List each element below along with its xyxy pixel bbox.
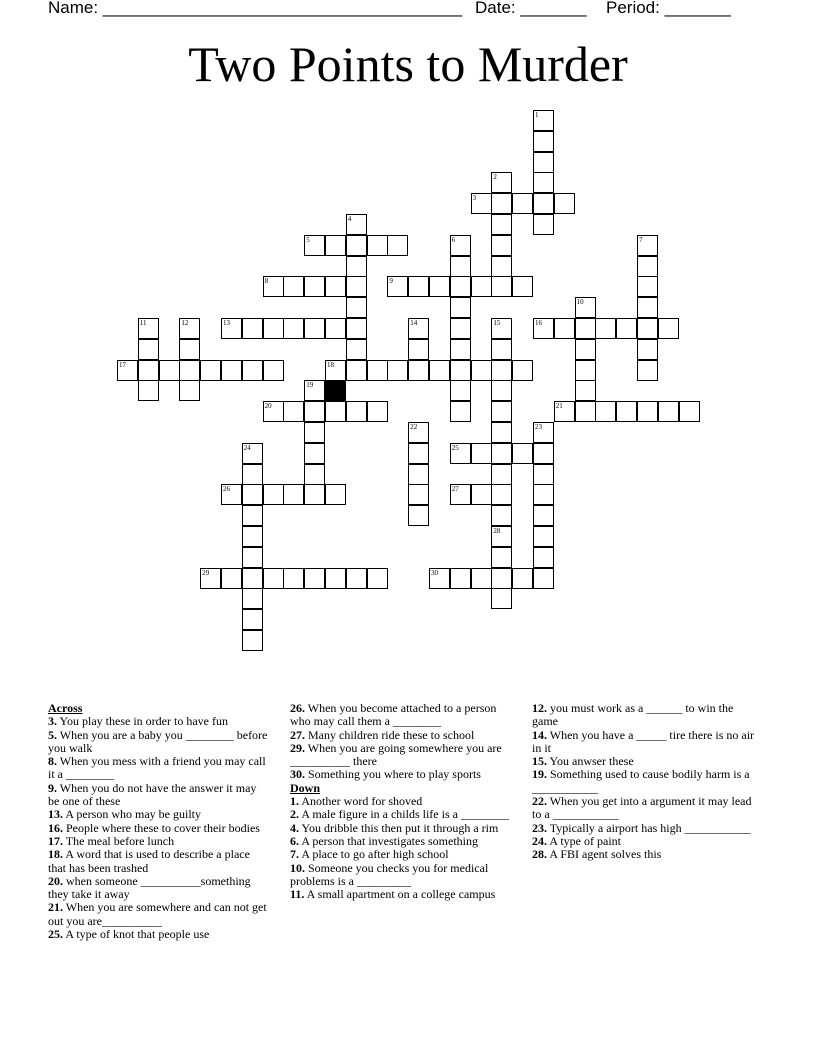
clue-number-label: 15. <box>532 754 547 769</box>
grid-cell[interactable] <box>408 505 429 526</box>
grid-cell[interactable] <box>491 505 512 526</box>
grid-cell[interactable] <box>450 401 471 422</box>
clue-number: 19 <box>306 381 314 390</box>
black-square <box>325 380 346 401</box>
grid-cell[interactable] <box>450 256 471 277</box>
grid-cell[interactable] <box>491 276 512 297</box>
grid-cell[interactable] <box>304 443 325 464</box>
clue-number-label: 29. <box>290 740 305 755</box>
clue-number: 13 <box>223 319 230 327</box>
clue-number-label: 10. <box>290 860 305 875</box>
down-clue <box>532 848 760 861</box>
grid-cell[interactable] <box>263 484 284 505</box>
clue-number-label: 23. <box>532 820 547 835</box>
clue-text: you must work as a ______ to win the game <box>532 701 734 729</box>
grid-cell[interactable] <box>575 380 596 401</box>
grid-cell[interactable] <box>450 318 471 339</box>
grid-cell[interactable] <box>554 193 575 214</box>
grid-cell[interactable] <box>595 318 616 339</box>
grid-cell[interactable] <box>346 276 367 297</box>
across-clue <box>290 729 515 742</box>
clue-number-label: 27. <box>290 727 305 742</box>
clue-text: A word that is used to describe a place that has been trashed <box>48 847 250 875</box>
grid-cell[interactable] <box>491 339 512 360</box>
down-clue <box>532 702 760 729</box>
grid-cell[interactable] <box>491 401 512 422</box>
clue-number: 14 <box>410 319 418 327</box>
clue-text: People where these to cover their bodies <box>63 820 260 835</box>
grid-cell[interactable] <box>637 276 658 297</box>
across-clue <box>290 742 515 769</box>
clue-number: 25 <box>451 443 459 452</box>
clue-number-label: 28. <box>532 847 547 862</box>
across-clue <box>48 835 270 848</box>
grid-cell[interactable] <box>179 339 200 360</box>
grid-cell[interactable] <box>304 484 325 505</box>
clue-number-label: 4. <box>290 820 299 835</box>
grid-cell[interactable] <box>491 193 512 214</box>
across-clue <box>48 782 270 809</box>
down-clue <box>532 795 760 822</box>
grid-cell[interactable] <box>346 256 367 277</box>
clue-number-label: 13. <box>48 807 63 822</box>
grid-cell[interactable] <box>325 484 346 505</box>
clue-text: When you get into a argument it may lead to a ___________ <box>532 794 752 822</box>
clue-text: Many children ride these to school <box>305 727 475 742</box>
grid-cell[interactable] <box>450 276 471 297</box>
clue-number-label: 5. <box>48 727 57 742</box>
clue-section-heading: Across <box>48 701 83 715</box>
clue-number: 3 <box>472 194 477 203</box>
down-clue <box>532 822 760 835</box>
grid-cell[interactable] <box>533 464 554 485</box>
grid-cell[interactable] <box>491 484 512 505</box>
grid-cell[interactable] <box>512 568 533 589</box>
grid-cell[interactable] <box>242 547 263 568</box>
grid-cell[interactable] <box>325 318 346 339</box>
clue-text: The meal before lunch <box>63 833 175 848</box>
clue-number: 23 <box>535 423 542 431</box>
clue-text: A type of knot that people use <box>63 927 210 942</box>
down-clue <box>532 768 760 795</box>
clue-number: 2 <box>493 173 497 182</box>
grid-cell[interactable] <box>512 276 533 297</box>
down-clue <box>532 835 760 848</box>
clue-text: When you mess with a friend you may call it a ________ <box>48 754 266 782</box>
grid-cell[interactable] <box>138 360 159 381</box>
grid-cell[interactable] <box>242 526 263 547</box>
grid-cell[interactable] <box>283 568 304 589</box>
down-clue <box>532 729 760 756</box>
across-clue <box>48 901 270 928</box>
grid-cell[interactable] <box>512 193 533 214</box>
clue-number-label: 24. <box>532 833 547 848</box>
grid-cell[interactable] <box>491 443 512 464</box>
clue-number-label: 14. <box>532 727 547 742</box>
down-clue <box>290 862 515 889</box>
grid-cell[interactable] <box>450 380 471 401</box>
clue-number-label: 9. <box>48 780 57 795</box>
grid-cell[interactable] <box>304 276 325 297</box>
across-clue <box>48 755 270 782</box>
down-clue <box>290 835 515 848</box>
grid-cell[interactable] <box>179 360 200 381</box>
grid-cell[interactable] <box>533 214 554 235</box>
clue-number: 24 <box>243 443 251 452</box>
down-clue <box>290 795 515 808</box>
grid-cell[interactable] <box>533 152 554 173</box>
grid-cell[interactable] <box>429 276 450 297</box>
grid-cell[interactable] <box>491 568 512 589</box>
grid-cell[interactable] <box>637 256 658 277</box>
grid-cell[interactable] <box>367 360 388 381</box>
grid-cell[interactable] <box>471 443 492 464</box>
clue-number: 7 <box>639 235 643 244</box>
grid-cell[interactable] <box>408 464 429 485</box>
clue-number: 5 <box>306 235 310 244</box>
grid-cell[interactable] <box>637 339 658 360</box>
grid-cell[interactable] <box>471 484 492 505</box>
clue-number: 16 <box>535 319 542 327</box>
grid-cell[interactable] <box>533 193 554 214</box>
grid-cell[interactable] <box>221 360 242 381</box>
grid-cell[interactable] <box>533 505 554 526</box>
clue-text: when someone __________something they take it away <box>48 873 251 902</box>
grid-cell[interactable] <box>450 360 471 381</box>
grid-cell[interactable] <box>533 131 554 152</box>
clue-number: 15 <box>493 319 501 327</box>
grid-cell[interactable] <box>512 443 533 464</box>
grid-cell[interactable] <box>491 380 512 401</box>
grid-cell[interactable] <box>242 464 263 485</box>
grid-cell[interactable] <box>679 401 700 422</box>
clue-number-label: 17. <box>48 833 63 848</box>
clue-text: A FBI agent solves this <box>547 847 662 862</box>
clue-text: Someone you checks you for medical problems is a _________ <box>290 860 489 888</box>
grid-cell[interactable] <box>471 360 492 381</box>
grid-cell[interactable] <box>159 360 180 381</box>
clue-number: 27 <box>451 485 459 494</box>
across-clue <box>48 848 270 875</box>
grid-cell[interactable] <box>575 339 596 360</box>
grid-cell[interactable] <box>283 276 304 297</box>
clues-column-1 <box>48 702 270 941</box>
grid-cell[interactable] <box>637 318 658 339</box>
clue-number-label: 11. <box>290 887 305 902</box>
grid-cell[interactable] <box>429 360 450 381</box>
clue-number-label: 7. <box>290 847 299 862</box>
period-field[interactable]: Period: _______ <box>606 0 731 17</box>
grid-cell[interactable] <box>325 235 346 256</box>
clue-number: 22 <box>410 423 418 431</box>
grid-cell[interactable] <box>450 297 471 318</box>
clue-text: A male figure in a childs life is a ________ <box>299 807 509 822</box>
grid-cell[interactable] <box>616 401 637 422</box>
grid-cell[interactable] <box>367 401 388 422</box>
clue-text: You dribble this then put it through a rim <box>299 820 499 835</box>
grid-cell[interactable] <box>595 401 616 422</box>
grid-cell[interactable] <box>533 484 554 505</box>
clue-number: 21 <box>555 402 563 411</box>
grid-cell[interactable] <box>408 339 429 360</box>
across-clue <box>48 729 270 756</box>
down-clue <box>532 755 760 768</box>
grid-cell[interactable] <box>242 609 263 630</box>
grid-cell[interactable] <box>616 318 637 339</box>
grid-cell[interactable] <box>346 401 367 422</box>
clue-number-label: 19. <box>532 767 547 782</box>
grid-cell[interactable] <box>242 360 263 381</box>
grid-cell[interactable] <box>200 360 221 381</box>
clue-number-label: 21. <box>48 900 63 915</box>
grid-cell[interactable] <box>491 547 512 568</box>
clue-text: A person that investigates something <box>299 833 478 848</box>
grid-cell[interactable] <box>325 401 346 422</box>
grid-cell[interactable] <box>408 484 429 505</box>
grid-cell[interactable] <box>242 318 263 339</box>
grid-cell[interactable] <box>491 360 512 381</box>
clue-text: When you have a _____ tire there is no air in it <box>532 727 755 755</box>
clue-text: When you do not have the answer it may be one of these <box>48 780 257 809</box>
grid-cell[interactable] <box>325 568 346 589</box>
clue-number: 12 <box>181 319 189 327</box>
grid-cell[interactable] <box>450 339 471 360</box>
across-clue <box>48 715 270 728</box>
clue-text: A place to go after high school <box>299 847 449 862</box>
down-clue <box>290 808 515 821</box>
grid-cell[interactable] <box>575 318 596 339</box>
clue-number-label: 2. <box>290 807 299 822</box>
name-field[interactable]: Name: ______________________________________ <box>48 0 463 17</box>
grid-cell[interactable] <box>575 401 596 422</box>
down-clue <box>290 848 515 861</box>
grid-cell[interactable] <box>346 568 367 589</box>
grid-cell[interactable] <box>637 360 658 381</box>
clue-text: A type of paint <box>547 833 621 848</box>
clue-text: You play these in order to have fun <box>57 714 228 729</box>
grid-cell[interactable] <box>304 568 325 589</box>
clue-number-label: 1. <box>290 794 299 809</box>
clue-number-label: 3. <box>48 714 57 729</box>
grid-cell[interactable] <box>408 276 429 297</box>
grid-cell[interactable] <box>471 276 492 297</box>
grid-cell[interactable] <box>304 464 325 485</box>
grid-cell[interactable] <box>554 318 575 339</box>
clue-number: 8 <box>264 277 269 286</box>
clue-text: You anwser these <box>547 754 634 769</box>
page-title: Two Points to Murder <box>188 36 628 92</box>
grid-cell[interactable] <box>179 380 200 401</box>
grid-cell[interactable] <box>346 360 367 381</box>
grid-cell[interactable] <box>387 235 408 256</box>
grid-cell[interactable] <box>346 297 367 318</box>
grid-cell[interactable] <box>138 380 159 401</box>
grid-cell[interactable] <box>491 464 512 485</box>
clue-text: A small apartment on a college campus <box>304 887 496 902</box>
across-clue <box>48 928 270 941</box>
grid-cell[interactable] <box>242 588 263 609</box>
grid-cell[interactable] <box>491 588 512 609</box>
down-clue <box>290 822 515 835</box>
clue-text: Another word for shoved <box>299 794 423 809</box>
grid-cell[interactable] <box>346 235 367 256</box>
grid-cell[interactable] <box>283 318 304 339</box>
grid-cell[interactable] <box>263 568 284 589</box>
grid-cell[interactable] <box>346 318 367 339</box>
grid-cell[interactable] <box>283 484 304 505</box>
grid-cell[interactable] <box>575 360 596 381</box>
grid-cell[interactable] <box>367 568 388 589</box>
clue-text: Something used to cause bodily harm is a ___________ <box>532 767 750 795</box>
clue-number: 26 <box>223 485 230 494</box>
grid-cell[interactable] <box>283 401 304 422</box>
clue-number: 1 <box>535 111 539 119</box>
grid-cell[interactable] <box>242 568 263 589</box>
grid-cell[interactable] <box>491 214 512 235</box>
clue-number-label: 22. <box>532 794 547 809</box>
grid-cell[interactable] <box>242 505 263 526</box>
grid-cell[interactable] <box>263 318 284 339</box>
clues-column-2 <box>290 702 515 901</box>
grid-cell[interactable] <box>346 339 367 360</box>
clue-number-label: 16. <box>48 820 63 835</box>
grid-cell[interactable] <box>637 297 658 318</box>
clue-number-label: 20. <box>48 873 63 888</box>
grid-cell[interactable] <box>304 318 325 339</box>
date-field[interactable]: Date: _______ <box>475 0 587 17</box>
clue-number: 10 <box>576 298 584 307</box>
grid-cell[interactable] <box>387 360 408 381</box>
across-clue <box>290 702 515 729</box>
clue-text: When you are somewhere and can not get out you are__________ <box>48 900 267 928</box>
clue-text: When you are going somewhere you are __________ there <box>290 740 502 769</box>
grid-cell[interactable] <box>450 568 471 589</box>
grid-cell[interactable] <box>533 443 554 464</box>
clue-text: When you are a baby you ________ before you walk <box>48 727 268 755</box>
clue-number-label: 6. <box>290 833 299 848</box>
grid-cell[interactable] <box>242 484 263 505</box>
grid-cell[interactable] <box>533 568 554 589</box>
grid-cell[interactable] <box>242 630 263 651</box>
clues-column-3 <box>532 702 760 862</box>
clue-number-label: 26. <box>290 701 305 715</box>
grid-cell[interactable] <box>408 360 429 381</box>
clue-number: 30 <box>431 568 438 577</box>
grid-cell[interactable] <box>221 568 242 589</box>
grid-cell[interactable] <box>658 318 679 339</box>
clue-number-label: 18. <box>48 847 63 862</box>
across-clue <box>48 875 270 902</box>
grid-cell[interactable] <box>491 235 512 256</box>
across-clue <box>48 822 270 835</box>
clue-text: Something you where to play sports <box>305 767 481 782</box>
clue-section-heading: Down <box>290 780 321 795</box>
grid-cell[interactable] <box>533 547 554 568</box>
clue-number: 17 <box>119 360 126 369</box>
clue-number: 29 <box>202 568 210 577</box>
clue-number: 28 <box>493 527 501 535</box>
clue-text: Typically a airport has high ___________ <box>547 820 751 835</box>
across-clue <box>48 808 270 821</box>
clue-number: 4 <box>347 215 352 223</box>
clue-number-label: 8. <box>48 754 57 769</box>
grid-cell[interactable] <box>533 172 554 193</box>
grid-cell[interactable] <box>471 568 492 589</box>
grid-cell[interactable] <box>408 443 429 464</box>
clue-number: 18 <box>327 360 334 369</box>
clue-number-label: 30. <box>290 767 305 782</box>
grid-cell[interactable] <box>512 360 533 381</box>
clue-text: When you become attached to a person who may call them a ________ <box>290 701 497 729</box>
grid-cell[interactable] <box>533 526 554 547</box>
grid-cell[interactable] <box>263 360 284 381</box>
clue-number: 6 <box>451 235 456 244</box>
down-clue <box>290 888 515 901</box>
grid-cell[interactable] <box>304 422 325 443</box>
grid-cell[interactable] <box>138 339 159 360</box>
grid-cell[interactable] <box>491 422 512 443</box>
clue-text: A person who may be guilty <box>63 807 201 822</box>
grid-cell[interactable] <box>491 256 512 277</box>
across-clue <box>290 768 515 781</box>
clue-number-label: 25. <box>48 927 63 942</box>
grid-cell[interactable] <box>304 401 325 422</box>
clue-number: 20 <box>264 402 272 411</box>
clue-number: 11 <box>139 319 147 327</box>
grid-cell[interactable] <box>658 401 679 422</box>
clue-number-label: 12. <box>532 701 547 715</box>
grid-cell[interactable] <box>637 401 658 422</box>
grid-cell[interactable] <box>325 276 346 297</box>
clue-number: 9 <box>389 277 393 286</box>
grid-cell[interactable] <box>367 235 388 256</box>
